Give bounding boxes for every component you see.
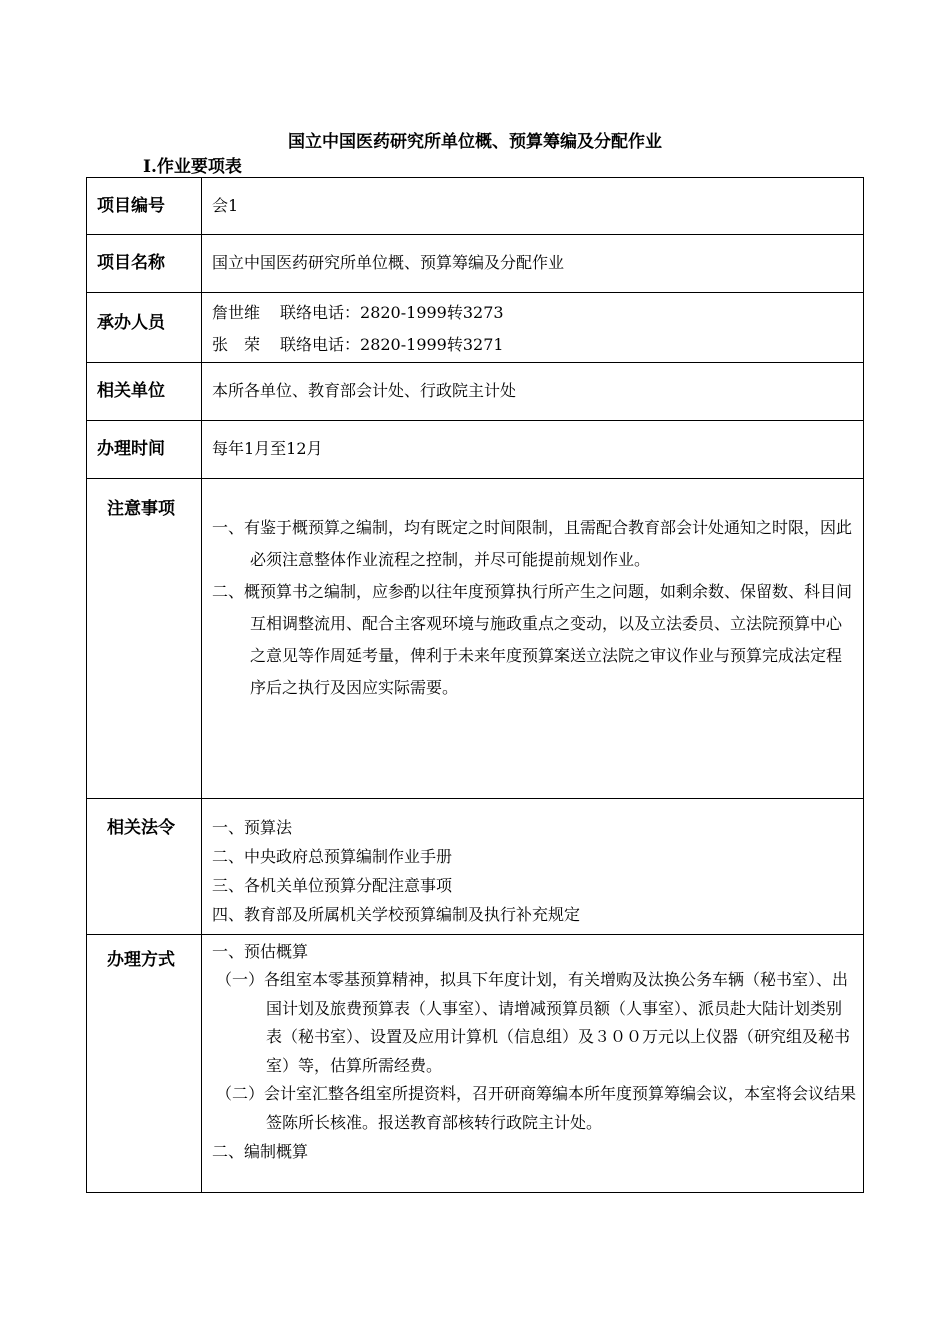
section-heading: I.作业要项表: [143, 157, 242, 177]
value-method: [202, 935, 864, 1193]
label-method: 办理方式: [107, 950, 175, 970]
label-laws: 相关法令: [107, 818, 175, 838]
value-item-no: 会1: [202, 178, 864, 235]
law-item: 一、预算法: [212, 818, 293, 837]
law-item: 二、中央政府总预算编制作业手册: [212, 847, 453, 866]
label-item-name: 项目名称: [97, 253, 165, 273]
row-units: [87, 363, 864, 421]
document-title: 国立中国医药研究所单位概、预算筹编及分配作业: [288, 132, 662, 152]
law-item: 三、各机关单位预算分配注意事项: [212, 876, 453, 895]
label-time: 办理时间: [97, 439, 165, 459]
staff-contact: 联络电话：2820-1999转3273: [280, 303, 504, 322]
label-item-no: 项目编号: [97, 196, 165, 216]
row-method: [87, 935, 864, 1193]
staff-contact: 联络电话：2820-1999转3271: [280, 335, 504, 354]
staff-person: [212, 297, 857, 329]
staff-name: 詹世维: [212, 303, 261, 322]
note-item: 二、概预算书之编制，应参酌以往年度预算执行所产生之问题，如剩余数、保留数、科目间互相调整流用、配合主客观环境与施政重点之变动，以及立法委员、立法院预算中心之意见等作周延考量，俾利于未来年度预算案送立法院之审议作业与预算完成法定程序后之执行及因应实际需要。: [212, 582, 853, 697]
staff-person: [212, 329, 857, 361]
label-units: 相关单位: [97, 381, 165, 401]
row-staff: [87, 293, 864, 363]
staff-name: 张 荣: [212, 335, 261, 354]
method-subitem: （二）会计室汇整各组室所提资料，召开研商筹编本所年度预算筹编会议，本室将会议结果签陈所长核准。报送教育部核转行政院主计处。: [216, 1084, 857, 1132]
label-staff: 承办人员: [97, 313, 165, 333]
row-item-no: [87, 178, 864, 235]
value-time: 每年1月至12月: [202, 421, 864, 479]
value-item-name: 国立中国医药研究所单位概、预算筹编及分配作业: [202, 235, 864, 293]
method-heading: 二、编制概算: [212, 1142, 309, 1161]
method-heading: 一、预估概算: [212, 942, 309, 961]
method-subitem: （一）各组室本零基预算精神，拟具下年度计划，有关增购及汰换公务车辆（秘书室）、出国计划及旅费预算表（人事室）、请增减预算员额（人事室）、派员赴大陆计划类别表（秘书室）、设置及应用计算机（信息组）及３００万元以上仪器（研究组及秘书室）等，估算所需经费。: [216, 970, 851, 1075]
row-item-name: [87, 235, 864, 293]
note-item: 一、有鉴于概预算之编制，均有既定之时间限制，且需配合教育部会计处通知之时限，因此必须注意整体作业流程之控制，并尽可能提前规划作业。: [212, 518, 853, 569]
work-items-table: [86, 177, 864, 1193]
value-notes: [202, 479, 864, 799]
row-notes: [87, 479, 864, 799]
law-item: 四、教育部及所属机关学校预算编制及执行补充规定: [212, 905, 581, 924]
value-laws: [202, 799, 864, 935]
label-notes: 注意事项: [107, 499, 175, 519]
value-staff: [202, 293, 864, 363]
row-laws: [87, 799, 864, 935]
row-time: [87, 421, 864, 479]
value-units: 本所各单位、教育部会计处、行政院主计处: [202, 363, 864, 421]
